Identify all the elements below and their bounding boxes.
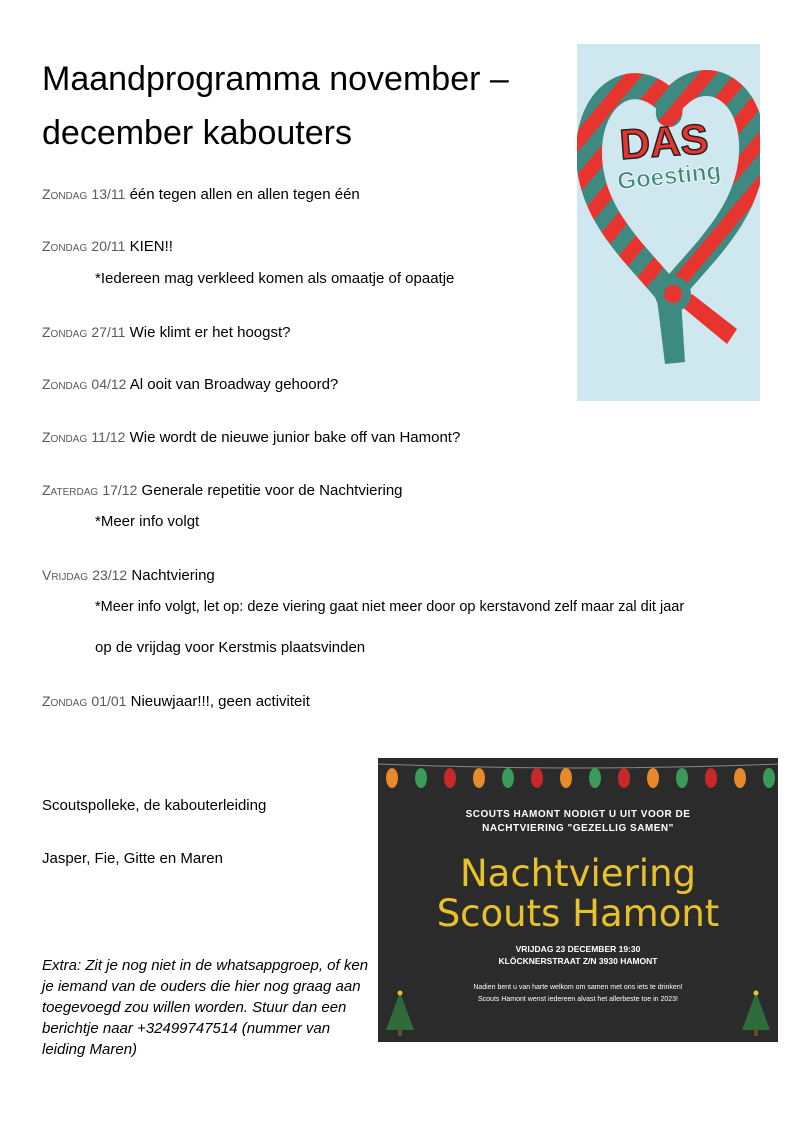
entry-note: *Meer info volgt [95, 513, 200, 530]
entry-date: 13/11 [91, 186, 126, 202]
page-title: Maandprogramma november – december kabouters [42, 60, 509, 152]
entry-text: Nieuwjaar!!!, geen activiteit [130, 693, 310, 710]
entry-note-continued: op de vrijdag voor Kerstmis plaatsvinden [95, 639, 366, 656]
poster-footer: Nadien bent u van harte welkom om samen met ons iets te drinken! [473, 984, 683, 991]
das-goesting-image [577, 44, 760, 401]
poster-headline: Scouts Hamont [436, 892, 720, 935]
entry-date: 11/12 [91, 429, 126, 445]
entry-text: Generale repetitie voor de Nachtviering [141, 482, 403, 499]
entry-date: 20/11 [91, 238, 126, 254]
entry-note: *Iedereen mag verkleed komen als omaatje of opaatje [95, 270, 455, 287]
entry-text: Wie klimt er het hoogst? [129, 324, 291, 341]
das-text: DAS [618, 114, 710, 169]
entry-day: Zondag [42, 693, 88, 709]
light-bulb-icon [589, 768, 601, 788]
light-bulb-icon [386, 768, 398, 788]
scarf-heart-illustration [577, 44, 760, 401]
leader-names: Jasper, Fie, Gitte en Maren [42, 850, 223, 867]
program-entry [42, 236, 173, 257]
entry-text: Wie wordt de nieuwe junior bake off van Hamont? [129, 429, 461, 446]
light-bulb-icon [560, 768, 572, 788]
extra-note: Extra: Zit je nog niet in de whatsappgroep, of ken je iemand van de ouders die hier nog graag aan toegevoegd zou willen worden. Stuur dan een berichtje naar +32499747514 (nummer van leiding Maren) [42, 957, 369, 1058]
light-bulb-icon [444, 768, 456, 788]
light-bulb-icon [676, 768, 688, 788]
light-bulb-icon [502, 768, 514, 788]
signature: Scoutspolleke, de kabouterleiding [42, 797, 267, 814]
christmas-tree-icon [384, 990, 416, 1038]
entry-date: 17/12 [102, 482, 138, 498]
light-bulb-icon [647, 768, 659, 788]
entry-day: Vrijdag [42, 567, 89, 583]
entry-text: één tegen allen en allen tegen één [129, 186, 360, 203]
light-bulb-icon [531, 768, 543, 788]
program-entry [42, 322, 290, 343]
entry-text: KIEN!! [129, 238, 173, 255]
light-bulb-icon [734, 768, 746, 788]
lights-wire [378, 764, 778, 768]
entry-day: Zondag [42, 376, 88, 392]
entry-date: 23/12 [92, 567, 128, 583]
entry-day: Zaterdag [42, 482, 99, 498]
poster-date: VRIJDAG 23 DECEMBER 19:30 [515, 944, 641, 954]
program-entry [42, 565, 215, 586]
light-bulb-icon [473, 768, 485, 788]
entry-day: Zondag [42, 324, 88, 340]
entry-date: 01/01 [91, 693, 127, 709]
entry-text: Al ooit van Broadway gehoord? [129, 376, 339, 393]
entry-day: Zondag [42, 238, 88, 254]
entry-day: Zondag [42, 186, 88, 202]
entry-day: Zondag [42, 429, 88, 445]
program-entry [42, 480, 403, 501]
light-bulb-icon [705, 768, 717, 788]
program-entry [42, 691, 310, 712]
program-entry [42, 427, 460, 448]
poster-invite-line: SCOUTS HAMONT NODIGT U UIT VOOR DE [465, 809, 691, 820]
poster-headline: Nachtviering [459, 852, 697, 895]
light-bulb-icon [415, 768, 427, 788]
entry-date: 04/12 [91, 376, 127, 392]
program-entry [42, 184, 360, 205]
goesting-text: Goesting [616, 157, 723, 196]
poster-address: KLÖCKNERSTRAAT Z/N 3930 HAMONT [498, 956, 658, 966]
poster-invite-line: NACHTVIERING "GEZELLIG SAMEN" [482, 823, 674, 834]
nachtviering-poster [378, 758, 778, 1042]
entry-note: *Meer info volgt, let op: deze viering gaat niet meer door op kerstavond zelf maar zal dit jaar [95, 599, 685, 615]
entry-date: 27/11 [91, 324, 126, 340]
christmas-lights [378, 758, 778, 798]
program-entry [42, 374, 338, 395]
poster-footer: Scouts Hamont wenst iedereen alvast het allerbeste toe in 2023! [477, 996, 678, 1003]
light-bulb-icon [763, 768, 775, 788]
christmas-tree-icon [740, 990, 772, 1038]
light-bulb-icon [618, 768, 630, 788]
entry-text: Nachtviering [131, 567, 215, 584]
